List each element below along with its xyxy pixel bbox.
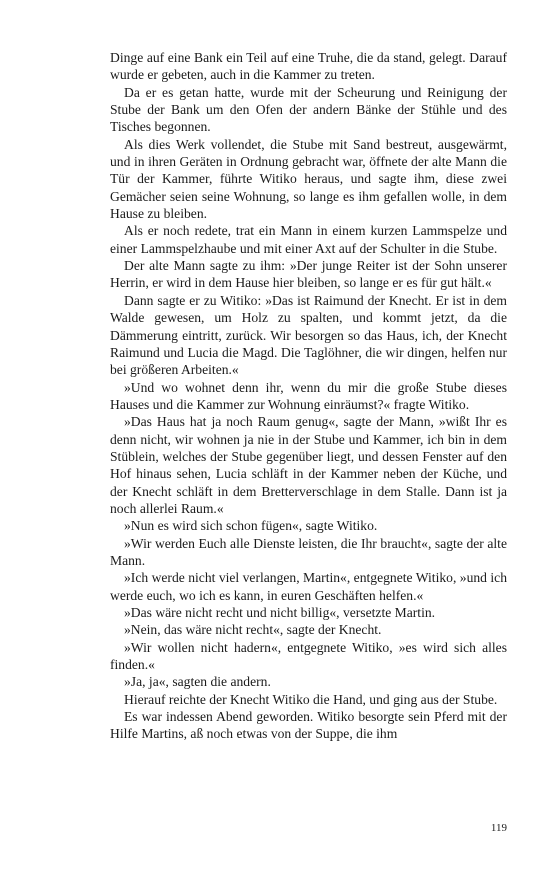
paragraph-14: »Wir wollen nicht hadern«, entgegnete Witiko, »es wird sich alles finden.« [110,639,507,673]
paragraph-10: »Wir werden Euch alle Dienste leisten, die Ihr braucht«, sagte der alte Mann. [110,535,507,568]
paragraph-15: »Ja, ja«, sagten die andern. [124,674,271,690]
paragraph-12: »Das wäre nicht recht und nicht billig«, versetzte Martin. [124,605,436,620]
paragraph-7: »Und wo wohnet denn ihr, wenn du mir die große Stube dieses Hauses und die Kammer zur Wohnung einräumst?« fragte Witiko. [110,379,507,412]
page-number: 119 [490,822,507,834]
paragraph-13: »Nein, das wäre nicht recht«, sagte der Knecht. [124,622,382,638]
paragraph-4: Als er noch redete, trat ein Mann in einem kurzen Lammspelze und einer Lammspelzhaube und mit einer Axt auf der Schulter in die Stube. [110,223,507,256]
paragraph-1: Dinge auf eine Bank ein Teil auf eine Truhe, die da stand, gelegt. Darauf wurde er gebeten, auch in die Kammer zu treten. [110,50,507,83]
page-body [110,49,507,743]
paragraph-17: Es war indessen Abend geworden. Witiko besorgte sein Pferd mit der Hilfe Martins, aß noch etwas von der Suppe, die ihm [110,709,507,742]
paragraph-9: »Nun es wird sich schon fügen«, sagte Witiko. [124,518,378,534]
paragraph-3: Als dies Werk vollendet, die Stube mit Sand bestreut, ausgewärmt, und in ihren Geräten in Ordnung gebracht war, öffnete der alte Mann die Tür der Kammer, führte Witiko heraus, und sagte ihm, diese zwei Gemächer seien seine Wohnung, so lange es ihm gefallen wolle, in dem Hause zu bleiben. [110,136,507,222]
paragraph-11: »Ich werde nicht viel verlangen, Martin«, entgegnete Witiko, »und ich werde euch, wo ich es kann, in euren Geschäften helfen.« [110,570,507,603]
paragraph-2: Da er es getan hatte, wurde mit der Scheurung und Reinigung der Stube der Bank um den Ofen der andern Bänke der Stühle und des Tisches begonnen. [110,84,507,135]
paragraph-6: Dann sagte er zu Witiko: »Das ist Raimund der Knecht. Er ist in dem Walde gewesen, um Holz zu spalten, und kommt jetzt, da die Dämmerung eintritt, zurück. Wir besorgen so das Haus, ich, der Knecht Raimund und Lucia die Magd. Die Taglöhner, die wir dingen, helfen nur bei größeren Arbeiten.« [110,292,507,378]
paragraph-16: Hierauf reichte der Knecht Witiko die Hand, und ging aus der Stube. [124,691,498,707]
paragraph-5: Der alte Mann sagte zu ihm: »Der junge Reiter ist der Sohn unserer Herrin, er wird in dem Hause hier bleiben, so lange er es für gut hält.« [110,258,507,291]
paragraph-8: »Das Haus hat ja noch Raum genug«, sagte der Mann, »wißt Ihr es denn nicht, wir wohnen ja nie in der Stube und Kammer, ich bin in dem Stüblein, welches der Stube gegenüber liegt, und dessen Fenster auf den Hof hinaus sehen, Lucia schläft in der Kammer neben der Küche, und der Knecht schläft in dem Bretterverschlage in dem Stalle. Dann ist ja noch allerlei Raum.« [110,414,507,516]
